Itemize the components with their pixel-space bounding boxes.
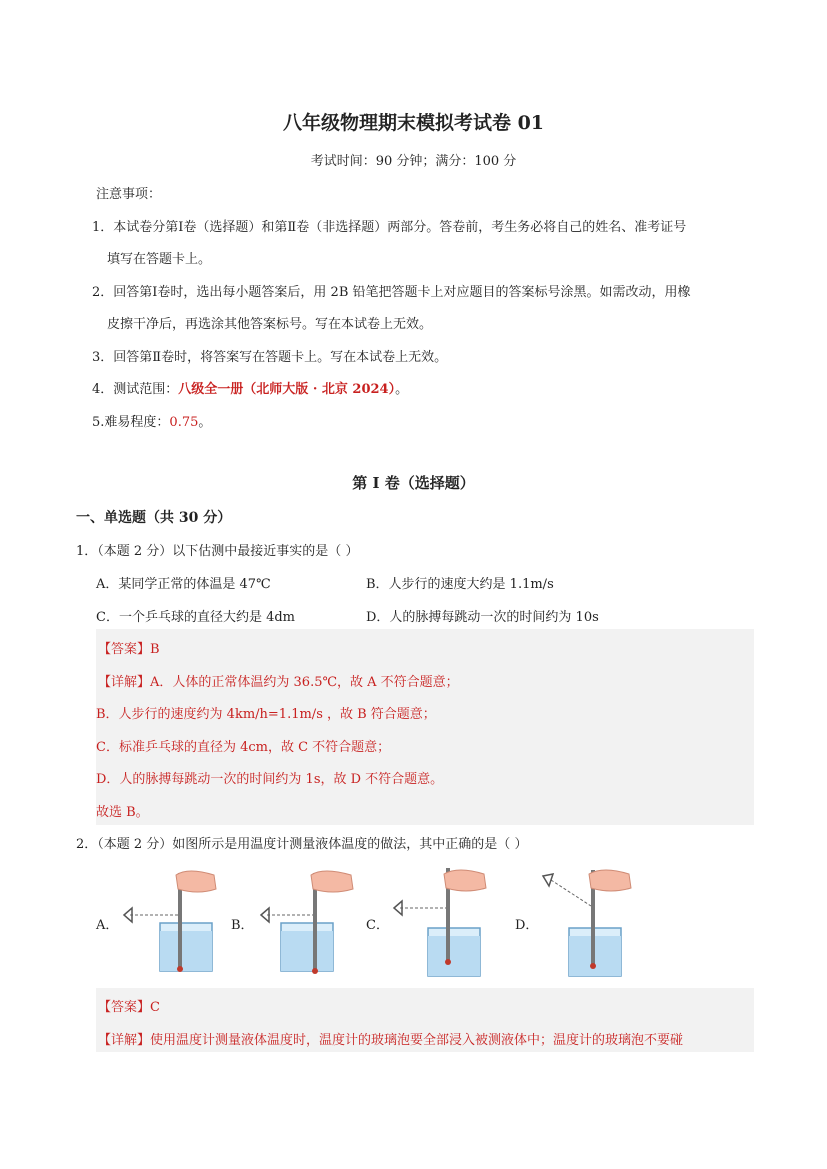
q1-detail-d: D．人的脉搏每跳动一次的时间约为 1s，故 D 不符合题意。 (96, 772, 444, 787)
q1-conclusion: 故选 B。 (96, 805, 149, 820)
notice-item-4: 4．测试范围：八级全一册（北师大版 · 北京 2024）。 (92, 382, 409, 397)
notice-num: 3． (92, 350, 114, 365)
section-title: 第 I 卷（选择题） (352, 474, 475, 492)
notice-item-1-cont: 填写在答题卡上。 (107, 252, 212, 267)
q1-option-d: D．人的脉搏每跳动一次的时间约为 10s (366, 610, 599, 625)
part-heading: 一、单选题（共 30 分） (76, 510, 232, 526)
notice-num: 5. (92, 415, 105, 430)
page-title: 八年级物理期末模拟考试卷 01 (282, 112, 545, 134)
notice-text: 回答第Ⅱ卷时，将答案写在答题卡上。写在本试卷上无效。 (113, 350, 448, 365)
notice-item-1 (92, 216, 686, 235)
q1-detail-c: C．标准乒乓球的直径为 4cm，故 C 不符合题意； (96, 740, 391, 755)
q1-option-b: B．人步行的速度大约是 1.1m/s (366, 577, 554, 592)
exam-info: 考试时间：90 分钟；满分：100 分 (310, 154, 517, 169)
q1-detail-a: 【详解】A．人体的正常体温约为 36.5℃，故 A 不符合题意； (98, 675, 459, 690)
notice-item-3 (92, 346, 447, 365)
q2-figure-label-c: C． (366, 918, 389, 933)
notice-text: 本试卷分第Ⅰ卷（选择题）和第Ⅱ卷（非选择题）两部分。答卷前，考生务必将自己的姓名、准考证号 (113, 220, 687, 235)
thermometer-figure-d (537, 862, 649, 980)
difficulty-value: 0.75 (169, 415, 199, 430)
q1-option-a: A．某同学正常的体温是 47℃ (96, 577, 271, 592)
q2-figure-label-b: B． (231, 918, 254, 933)
notice-item-2-cont: 皮擦干净后，再选涂其他答案标号。写在本试卷上无效。 (107, 317, 433, 332)
q2-figure-label-d: D． (515, 918, 539, 933)
q1-answer-box (96, 629, 754, 825)
notice-item-5: 5.难易程度：0.75。 (92, 415, 212, 430)
q1-option-c: C．一个乒乓球的直径大约是 4dm (96, 610, 295, 625)
thermometer-figure-a (118, 865, 230, 977)
q1-stem: 1．（本题 2 分）以下估测中最接近事实的是（ ） (76, 544, 359, 559)
notice-heading: 注意事项： (96, 187, 162, 202)
notice-num: 1． (92, 220, 114, 235)
q2-stem: 2．（本题 2 分）如图所示是用温度计测量液体温度的做法，其中正确的是（ ） (76, 837, 528, 852)
q2-detail: 【详解】使用温度计测量液体温度时，温度计的玻璃泡要全部浸入被测液体中；温度计的玻璃泡不要碰 (98, 1033, 684, 1048)
notice-text: 难易程度： (104, 415, 170, 430)
notice-num: 4． (92, 382, 114, 397)
thermometer-figure-b (253, 865, 365, 977)
notice-text: 测试范围： (113, 382, 179, 397)
notice-num: 2． (92, 285, 114, 300)
q1-detail-b: B．人步行的速度约为 4km/h=1.1m/s ，故 B 符合题意； (96, 707, 436, 722)
notice-item-2 (92, 281, 691, 300)
q2-answer: 【答案】C (98, 1000, 160, 1015)
q2-figure-label-a: A． (96, 918, 119, 933)
test-scope: 八级全一册（北师大版 · 北京 2024） (178, 382, 396, 397)
thermometer-figure-c (388, 862, 500, 980)
notice-text: 回答第Ⅰ卷时，选出每小题答案后，用 2B 铅笔把答题卡上对应题目的答案标号涂黑。如需改动，用橡 (113, 285, 691, 300)
q1-answer: 【答案】B (98, 642, 160, 657)
